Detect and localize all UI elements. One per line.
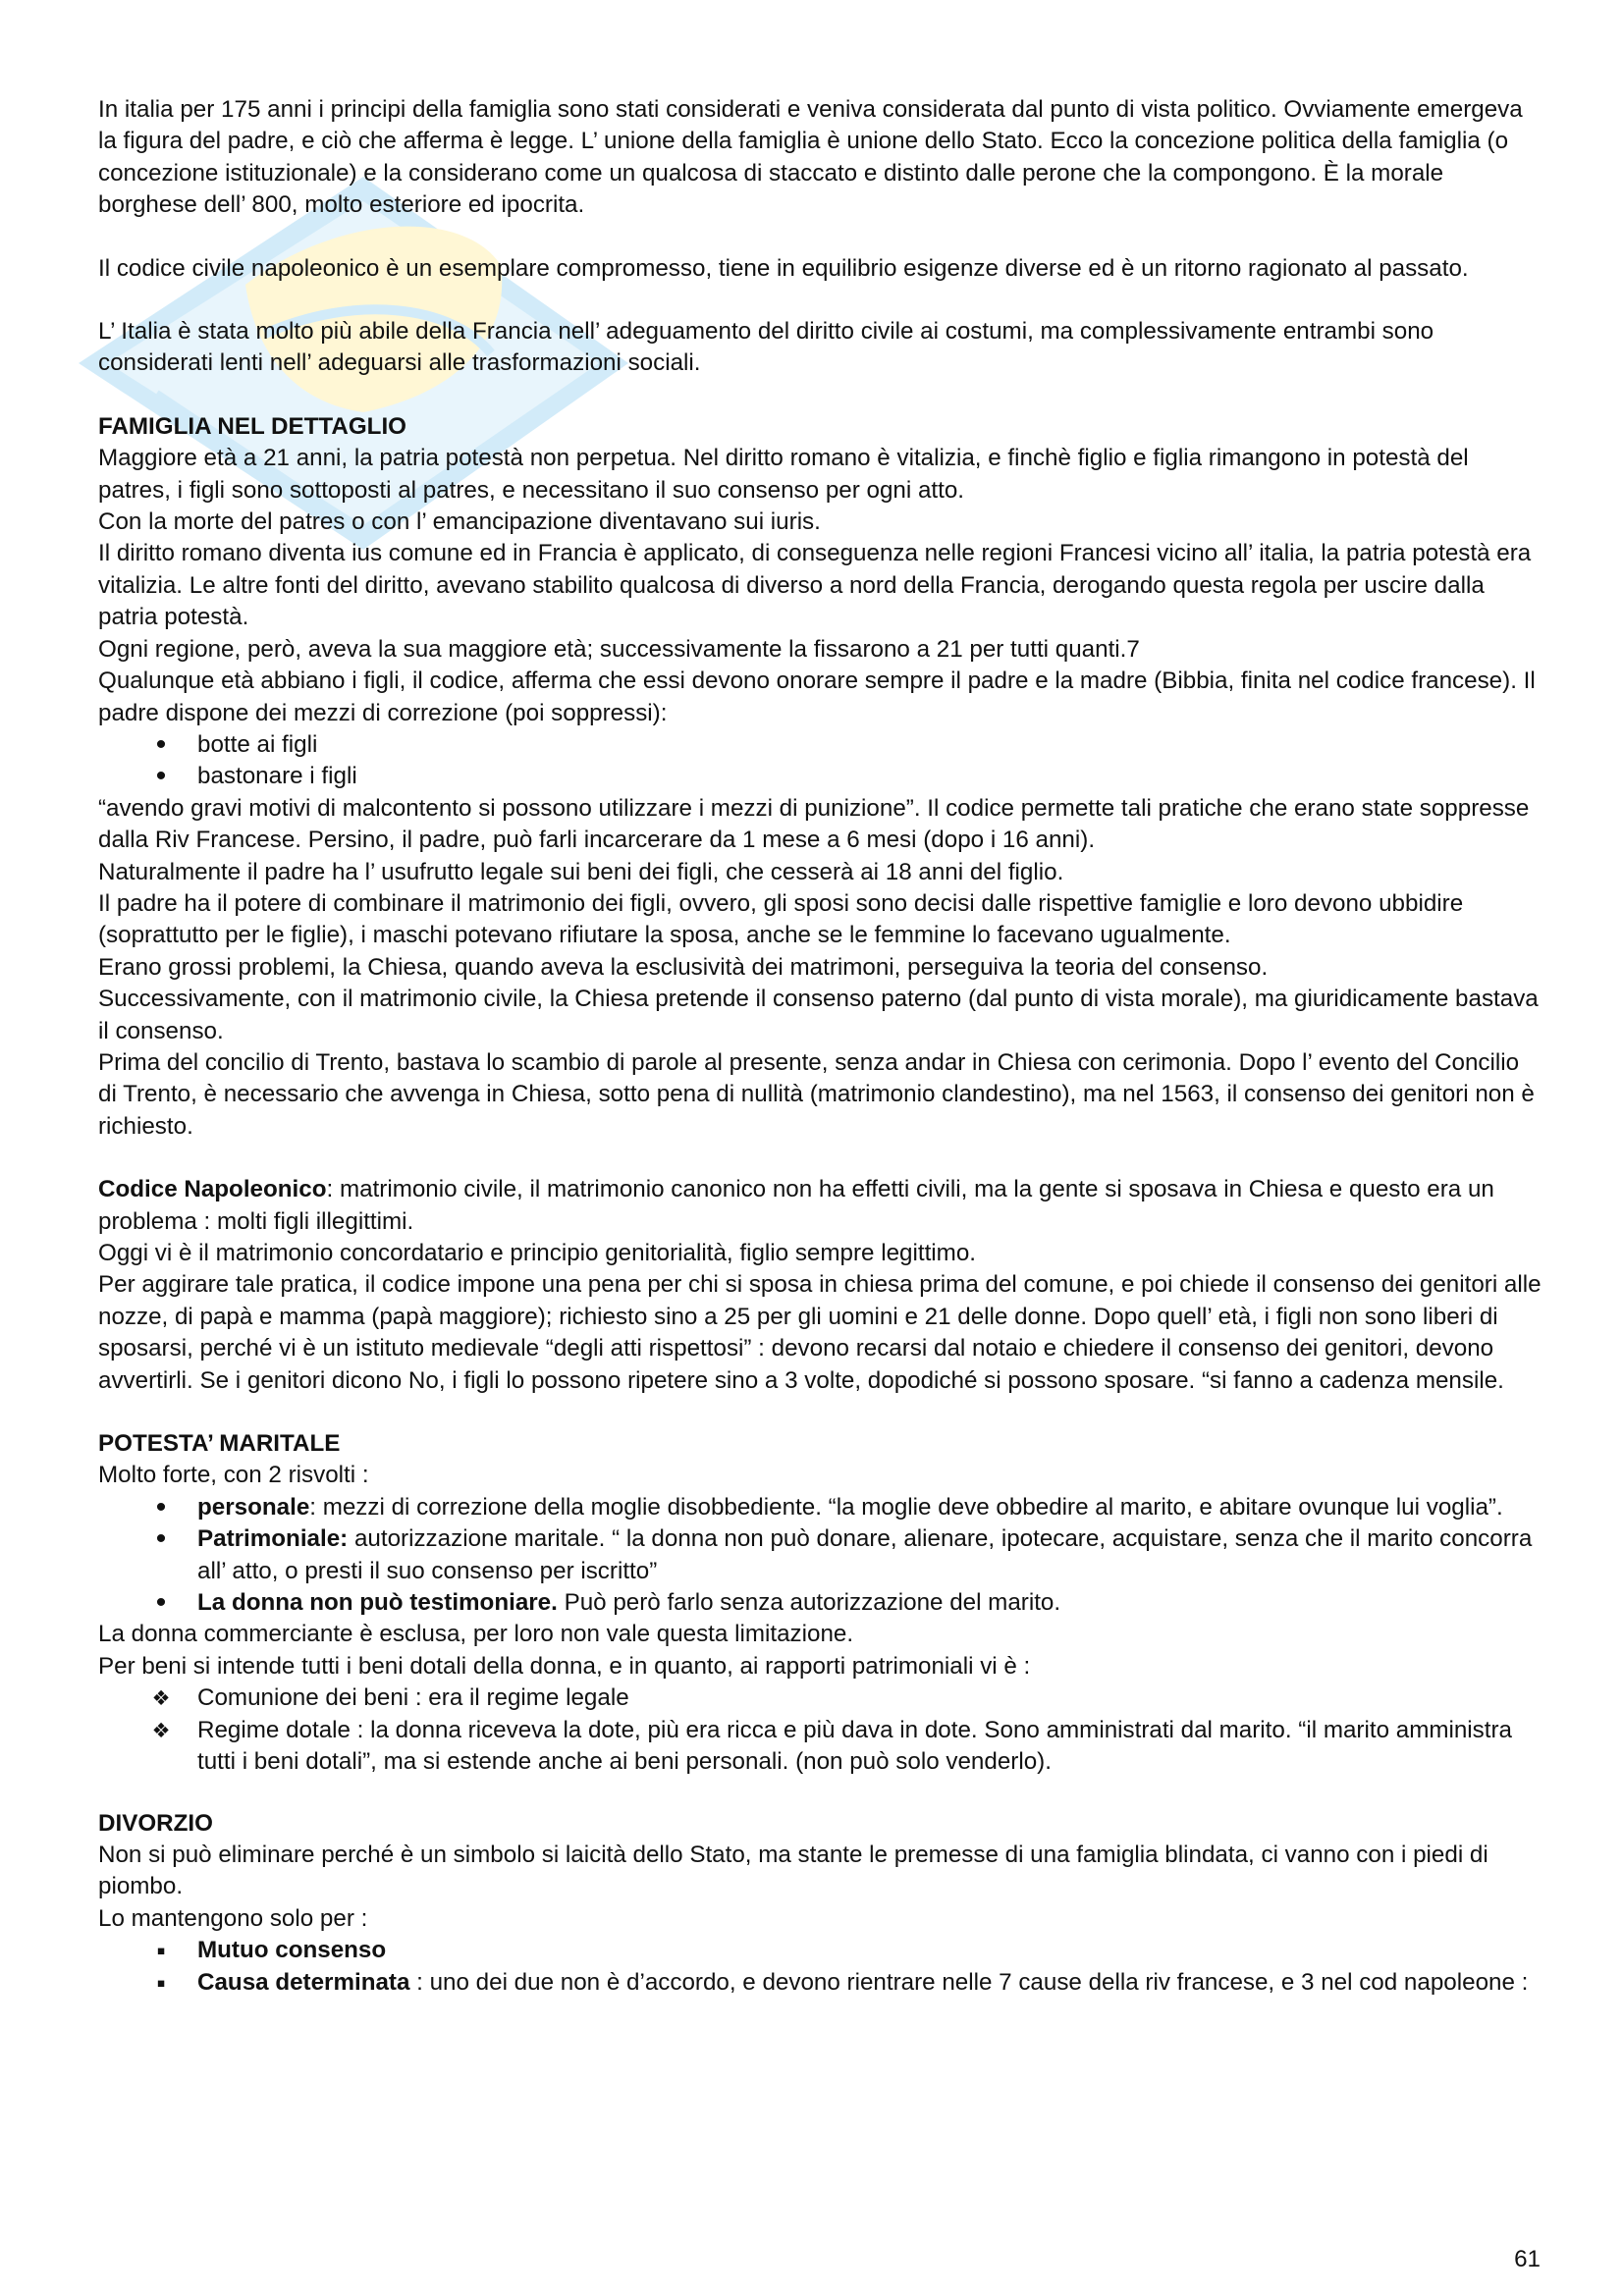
square-bullet-icon: [141, 1967, 181, 2001]
list-item-text: autorizzazione maritale. “ la donna non può donare, alienare, ipotecare, acquistare, senza che il marito concorra all’ atto, o presti il suo consenso per iscritto”: [197, 1525, 1533, 1584]
famiglia-paragraph-3: Il diritto romano diventa ius comune ed in Francia è applicato, di conseguenza nelle regioni Francesi vicino all’ italia, la patria potestà era vitalizia. Le altre fonti del diritto, avevano stabilito qualcosa di diverso a nord della Francia, derogando questa regola per uscire dalla patria potestà.: [98, 540, 1532, 631]
codice-paragraph-1: [98, 1174, 1542, 1238]
famiglia-paragraph-5: Qualunque età abbiano i figli, il codice, afferma che essi devono onorare sempre il padre e la madre (Bibbia, finita nel codice francese). Il padre dispone dei mezzi di correzione (poi soppressi):: [98, 667, 1536, 726]
potesta-paragraph-3: Per beni si intende tutti i beni dotali della donna, e in quanto, ai rapporti patrimoniali vi è :: [98, 1652, 1031, 1680]
list-item-term: Mutuo consenso: [197, 1937, 387, 1964]
intro-paragraph-3: L’ Italia è stata molto più abile della Francia nell’ adeguamento del diritto civile ai costumi, ma complessivamente entrambi sono considerati lenti nell’ adeguarsi alle trasformazioni sociali.: [98, 318, 1434, 377]
codice-term: Codice Napoleonico: [98, 1176, 327, 1203]
codice-definition: : matrimonio civile, il matrimonio canonico non ha effetti civili, ma la gente si sposava in Chiesa e questo era un problema : molti figli illegittimi.: [98, 1176, 1494, 1235]
correction-means-list: [98, 729, 1542, 793]
list-item-term: La donna non può testimoniare.: [197, 1589, 558, 1617]
list-item-text: Regime dotale : la donna riceveva la dote, più era ricca e più dava in dote. Sono amministrati dal marito. “il marito amministra tutti i beni dotali”, ma si estende anche ai beni personali. (non può solo venderlo).: [197, 1716, 1513, 1776]
list-item-text: : uno dei due non è d’accordo, e devono rientrare nelle 7 cause della riv francese, e 3 nel cod napoleone :: [409, 1968, 1529, 1996]
potesta-aspects-list: [98, 1492, 1542, 1620]
list-item: [98, 761, 1542, 792]
codice-paragraph-3: Per aggirare tale pratica, il codice impone una pena per chi si sposa in chiesa prima del comune, e poi chiede il consenso dei genitori alle nozze, di papà e mamma (papà maggiore); richiesto sino a 25 per gli uomini e 21 delle donne. Dopo quell’ età, i figli non sono liberi di sposarsi, perché vi è un istituto medievale “degli atti rispettosi” : devono recarsi dal notaio e chiedere il consenso dei genitori, devono avvertirli. Se i genitori dicono No, i figli lo possono ripetere sino a 3 volte, dopodiché si possono sposare. “si fanno a cadenza mensile.: [98, 1271, 1542, 1394]
list-item: [98, 1587, 1542, 1619]
list-item-text: Può però farlo senza autorizzazione del marito.: [557, 1589, 1061, 1617]
bullet-icon: [141, 761, 181, 794]
divorzio-paragraph-1: Non si può eliminare perché è un simbolo si laicità dello Stato, ma stante le premesse di una famiglia blindata, ci vanno con i piedi di piombo.: [98, 1841, 1488, 1900]
list-item-term: personale: [197, 1493, 310, 1521]
divorzio-paragraph-2: Lo mantengono solo per :: [98, 1904, 368, 1932]
famiglia-paragraph-6: “avendo gravi motivi di malcontento si possono utilizzare i mezzi di punizione”. Il codice permette tali pratiche che erano state soppresse dalla Riv Francese. Persino, il padre, può farli incarcerare da 1 mese a 6 mesi (dopo i 16 anni).: [98, 794, 1530, 854]
potesta-paragraph-2: La donna commerciante è esclusa, per loro non vale questa limitazione.: [98, 1621, 854, 1648]
list-item: [98, 1682, 1542, 1714]
list-item-term: Causa determinata: [197, 1968, 410, 1996]
bullet-icon: [141, 729, 181, 763]
famiglia-paragraph-10: Successivamente, con il matrimonio civile, la Chiesa pretende il consenso paterno (dal punto di vista morale), ma giuridicamente bastava il consenso.: [98, 986, 1539, 1044]
list-item: [98, 1715, 1542, 1779]
famiglia-paragraph-7: Naturalmente il padre ha l’ usufrutto legale sui beni dei figli, che cesserà ai 18 anni del figlio.: [98, 858, 1064, 885]
list-item-text: Comunione dei beni : era il regime legale: [197, 1684, 629, 1712]
list-item: [98, 1492, 1542, 1523]
square-bullet-icon: [141, 1935, 181, 1968]
page-number: 61: [1514, 2246, 1541, 2272]
list-item: [98, 1523, 1542, 1587]
intro-paragraph-1: In italia per 175 anni i principi della famiglia sono stati considerati e veniva considerata dal punto di vista politico. Ovviamente emergeva la figura del padre, e ciò che afferma è legge. L’ unione della famiglia è unione dello Stato. Ecco la concezione politica della famiglia (o concezione istituzionale) e la considerano come un qualcosa di staccato e distinto dalle perone che la compongono. È la morale borghese dell’ 800, molto esteriore ed ipocrita.: [98, 96, 1523, 219]
list-item-text: botte ai figli: [197, 730, 318, 758]
list-item-text: : mezzi di correzione della moglie disobbediente. “la moglie deve obbedire al marito, e abitare ovunque lui voglia”.: [309, 1493, 1503, 1521]
famiglia-paragraph-4: Ogni regione, però, aveva la sua maggiore età; successivamente la fissarono a 21 per tutti quanti.7: [98, 635, 1140, 663]
list-item: [98, 1967, 1542, 1999]
section-heading-potesta: POTESTA’ MARITALE: [98, 1430, 341, 1458]
bullet-icon: [141, 1492, 181, 1525]
list-item-term: Patrimoniale:: [197, 1525, 349, 1553]
list-item-text: bastonare i figli: [197, 763, 357, 790]
diamond-bullet-icon: [141, 1715, 181, 1747]
list-item: [98, 729, 1542, 761]
divorce-grounds-list: [98, 1935, 1542, 1999]
famiglia-paragraph-9: Erano grossi problemi, la Chiesa, quando aveva la esclusività dei matrimoni, perseguiva la teoria del consenso.: [98, 953, 1269, 981]
famiglia-paragraph-1: Maggiore età a 21 anni, la patria potestà non perpetua. Nel diritto romano è vitalizia, e finchè figlio e figlia rimangono in potestà del patres, i figli sono sottoposti al patres, e necessitano il suo consenso per ogni atto.: [98, 445, 1469, 504]
codice-paragraph-2: Oggi vi è il matrimonio concordatario e principio genitorialità, figlio sempre legittimo.: [98, 1240, 976, 1266]
regime-list: [98, 1682, 1542, 1778]
document-body: [98, 94, 1542, 1999]
bullet-icon: [141, 1587, 181, 1621]
section-heading-famiglia: FAMIGLIA NEL DETTAGLIO: [98, 412, 406, 440]
famiglia-paragraph-11: Prima del concilio di Trento, bastava lo scambio di parole al presente, senza andar in Chiesa con cerimonia. Dopo l’ evento del Concilio di Trento, è necessario che avvenga in Chiesa, sotto pena di nullità (matrimonio clandestino), ma nel 1563, il consenso dei genitori non è richiesto.: [98, 1048, 1535, 1140]
potesta-paragraph-1: Molto forte, con 2 risvolti :: [98, 1462, 369, 1489]
diamond-bullet-icon: [141, 1682, 181, 1715]
bullet-icon: [141, 1523, 181, 1557]
intro-paragraph-2: Il codice civile napoleonico è un esemplare compromesso, tiene in equilibrio esigenze diverse ed è un ritorno ragionato al passato.: [98, 254, 1469, 282]
section-heading-divorzio: DIVORZIO: [98, 1809, 213, 1837]
famiglia-paragraph-8: Il padre ha il potere di combinare il matrimonio dei figli, ovvero, gli sposi sono decisi dalle rispettive famiglie e loro devono ubbidire (soprattutto per le figlie), i maschi potevano rifiutare la sposa, anche se le femmine lo facevano ugualmente.: [98, 889, 1464, 949]
list-item: [98, 1935, 1542, 1966]
famiglia-paragraph-2: Con la morte del patres o con l’ emancipazione diventavano sui iuris.: [98, 508, 821, 536]
